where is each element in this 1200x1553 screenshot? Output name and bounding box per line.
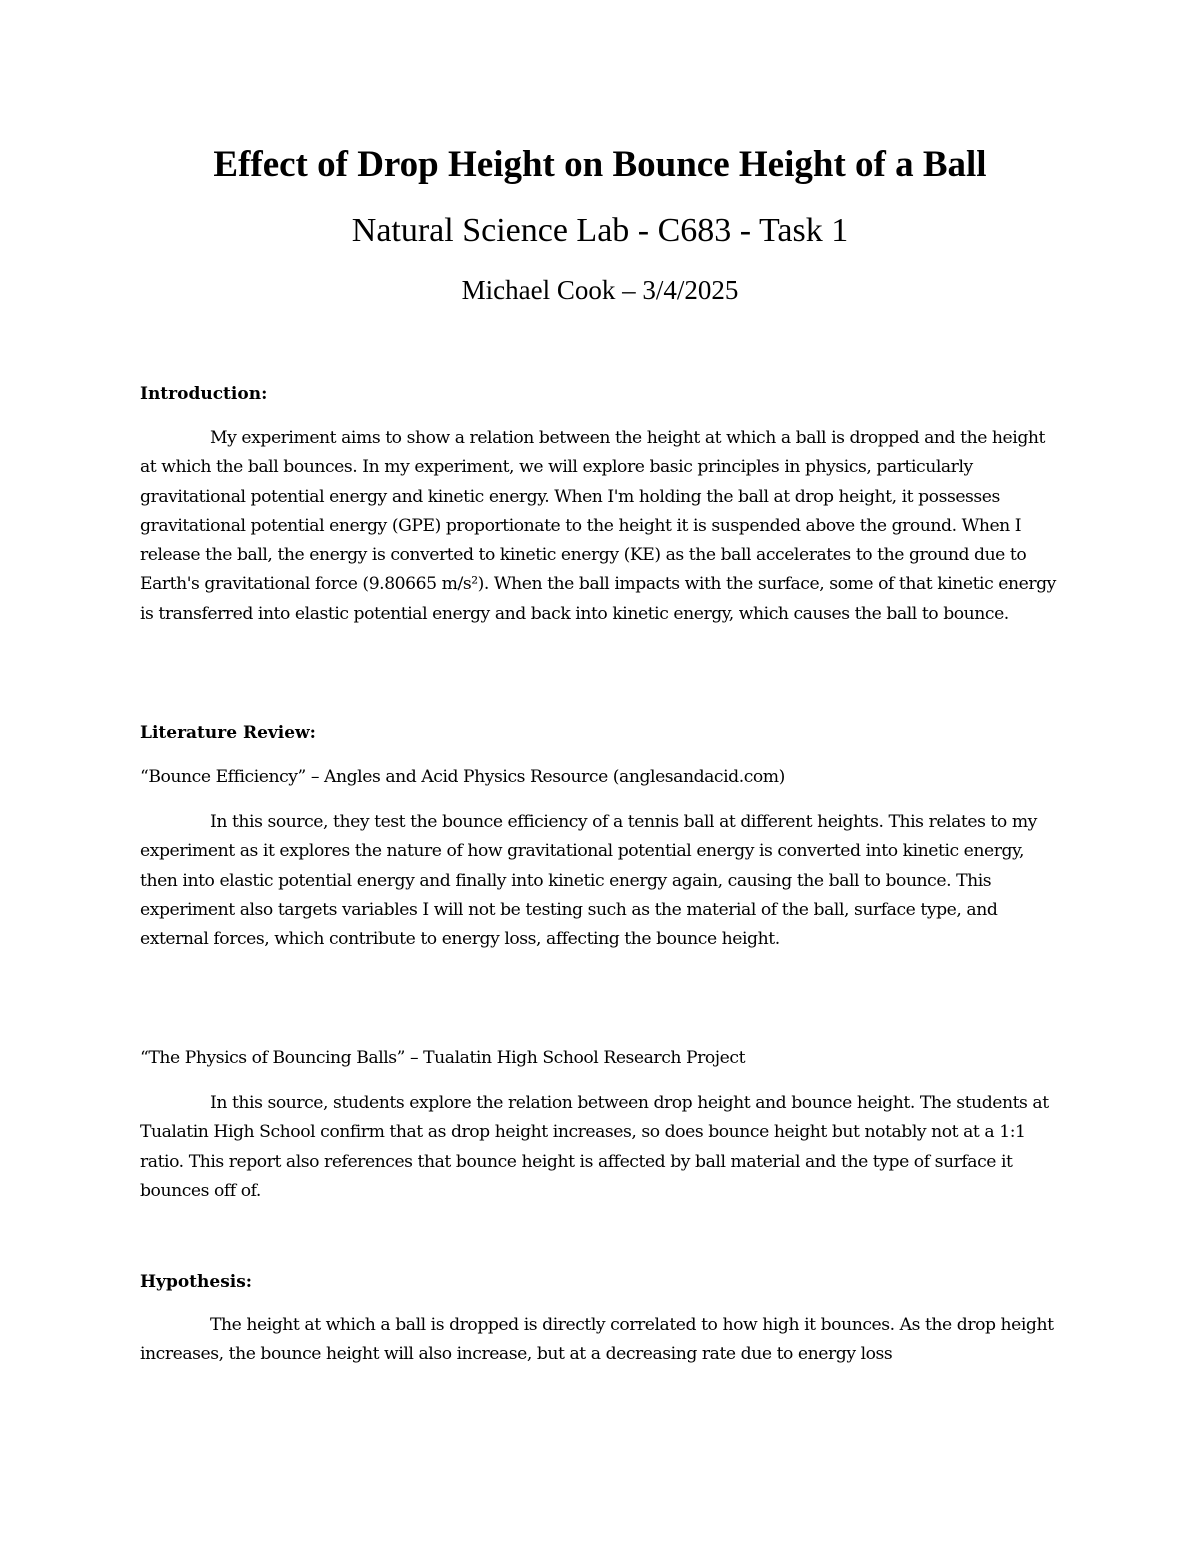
introduction-heading: Introduction:: [140, 384, 268, 404]
author-date-line: Michael Cook – 3/4/2025: [461, 275, 739, 305]
source-2-citation: “The Physics of Bouncing Balls” – Tualatin High School Research Project: [140, 1048, 746, 1068]
document-title: Effect of Drop Height on Bounce Height of a Ball: [213, 144, 987, 185]
hypothesis-heading: Hypothesis:: [140, 1272, 253, 1292]
document-subtitle: Natural Science Lab - C683 - Task 1: [351, 212, 849, 249]
source-1-citation: “Bounce Efficiency” – Angles and Acid Physics Resource (anglesandacid.com): [140, 767, 785, 787]
introduction-paragraph: My experiment aims to show a relation between the height at which a ball is dropped and the height at which the ball bounces. In my experiment, we will explore basic principles in physics, particularly gravitational potential energy and kinetic energy. When I'm holding the ball at drop height, it possesses gravitational potential energy (GPE) proportionate to the height it is suspended above the ground. When I release the ball, the energy is converted to kinetic energy (KE) as the ball accelerates to the ground due to Earth's gravitational force (9.80665 m/s²). When the ball impacts with the surface, some of that kinetic energy is transferred into elastic potential energy and back into kinetic energy, which causes the ball to bounce.: [140, 428, 1056, 624]
hypothesis-paragraph: The height at which a ball is dropped is directly correlated to how high it bounces. As the drop height increases, the bounce height will also increase, but at a decreasing rate due to energy loss: [140, 1315, 1054, 1365]
source-2-summary: In this source, students explore the relation between drop height and bounce height. The students at Tualatin High School confirm that as drop height increases, so does bounce height but notably not at a 1:1 ratio. This report also references that bounce height is affected by ball material and the type of surface it bounces off of.: [140, 1093, 1049, 1201]
literature-review-heading: Literature Review:: [140, 723, 316, 743]
source-1-summary: In this source, they test the bounce efficiency of a tennis ball at different heights. This relates to my experiment as it explores the nature of how gravitational potential energy is converted into kinetic energy, then into elastic potential energy and finally into kinetic energy again, causing the ball to bounce. This experiment also targets variables I will not be testing such as the material of the ball, surface type, and external forces, which contribute to energy loss, affecting the bounce height.: [140, 812, 1037, 950]
